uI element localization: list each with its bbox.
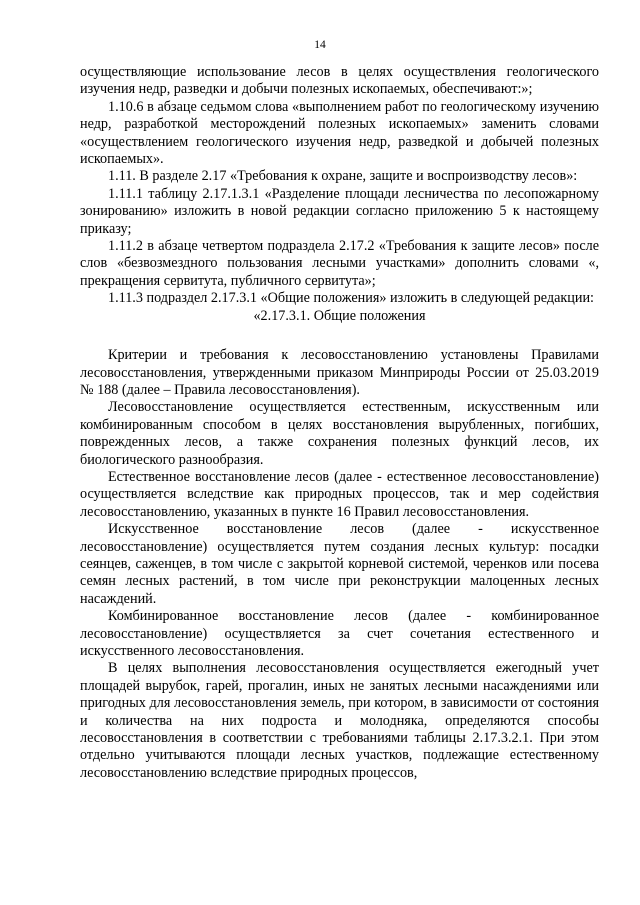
paragraph: 1.11.2 в абзаце четвертом подраздела 2.17.2 «Требования к защите лесов» после слов «безвозмездного пользования лесными участками» дополнить словами «, прекращения сервитута, публичного сервитута»; xyxy=(80,238,599,289)
paragraph: 1.10.6 в абзаце седьмом слова «выполнением работ по геологическому изучению недр, разработкой месторождений полезных ископаемых» заменить словами «осуществлением геологического изучения недр, разведкой и добычей полезных ископаемых». xyxy=(80,98,599,168)
paragraph: 1.11.3 подраздел 2.17.3.1 «Общие положения» изложить в следующей редакции: xyxy=(108,290,594,307)
spacer xyxy=(80,325,599,347)
paragraph: Лесовосстановление осуществляется естественным, искусственным или комбинированным способом в целях восстановления вырубленных, погибших, поврежденных лесов, а также сохранения полезных функций лесов, их биологического разнообразия. xyxy=(80,399,599,468)
paragraph: Критерии и требования к лесовосстановлению установлены Правилами лесовосстановления, утвержденными приказом Минприроды России от 25.03.2019 № 188 (далее – Правила лесовосстановления). xyxy=(80,347,599,398)
paragraph: 1.11.1 таблицу 2.17.1.3.1 «Разделение площади лесничества по лесопожарному зонированию» изложить в новой редакции согласно приложению 5 к настоящему приказу; xyxy=(80,185,599,237)
paragraph: Искусственное восстановление лесов (далее - искусственное лесовосстановление) осуществляется путем создания лесных культур: посадки сеянцев, саженцев, в том числе с закрытой корневой системой, черенков или посева семян лесных растений, в том числе при реконструкции малоценных лесных насаждений. xyxy=(80,521,599,607)
paragraph: В целях выполнения лесовосстановления осуществляется ежегодный учет площадей вырубок, гарей, прогалин, иных не занятых лесными насаждениями или пригодных для лесовосстановления земель, при котором, в зависимости от состояния и количества на них подроста и молодняка, определяются способы лесовосстановления в соответствии с требованиями таблицы 2.17.3.2.1. При этом отдельно учитываются площади лесных участков, подлежащие естественному лесовосстановлению вследствие природных процессов, xyxy=(80,660,599,781)
page-number: 14 xyxy=(314,39,326,51)
paragraph: 1.11. В разделе 2.17 «Требования к охране, защите и воспроизводству лесов»: xyxy=(108,168,578,185)
document-body xyxy=(80,64,599,782)
section-heading: «2.17.3.1. Общие положения xyxy=(253,307,426,324)
paragraph: Комбинированное восстановление лесов (далее - комбинированное лесовосстановление) осуществляется за счет сочетания естественного и искусственного лесовосстановления. xyxy=(80,608,599,659)
paragraph: Естественное восстановление лесов (далее - естественное лесовосстановление) осуществляется вследствие как природных процессов, так и мер содействия лесовосстановлению, указанных в пункте 16 Правил лесовосстановления. xyxy=(80,468,599,520)
paragraph: осуществляющие использование лесов в целях осуществления геологического изучения недр, разведки и добычи полезных ископаемых, обеспечивают:»; xyxy=(80,64,599,98)
